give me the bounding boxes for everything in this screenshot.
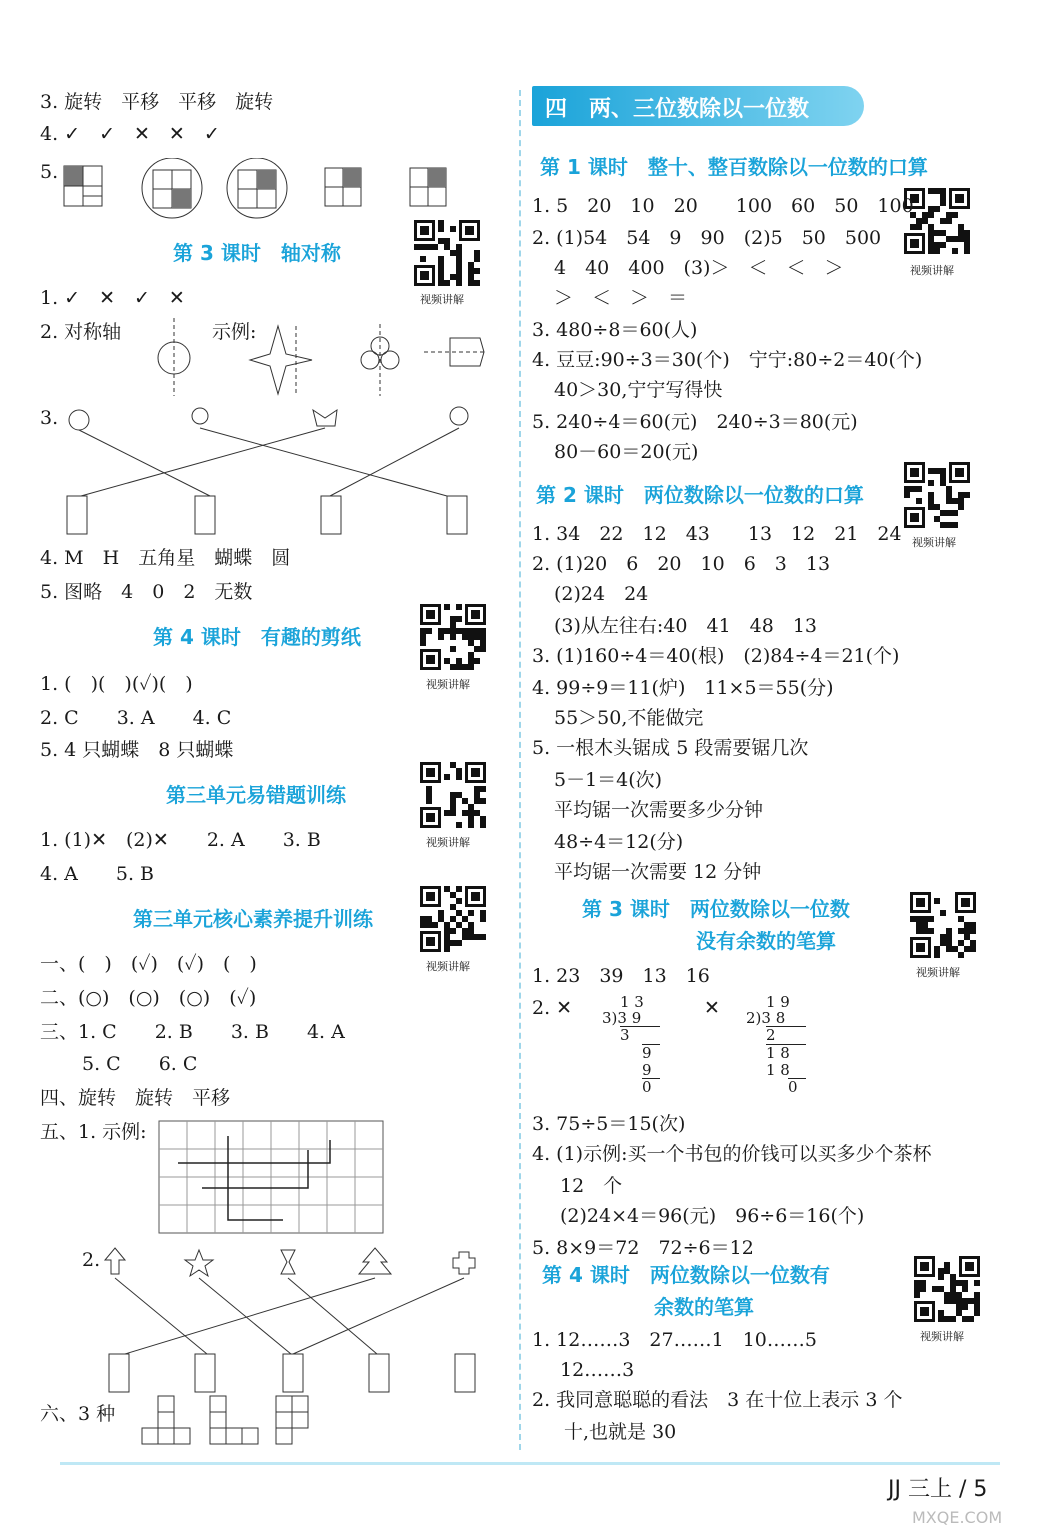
left-answer-4: 4. ✓ ✓ ✕ ✕ ✓ (40, 123, 220, 145)
div1-step-2: 9 (642, 1044, 660, 1061)
r2-answer-2: 2. (1)20 6 20 10 6 3 13 (532, 553, 831, 575)
lesson-3-answer-1: 1. ✓ ✕ ✓ ✕ (40, 287, 185, 309)
core-answer-3: 三、1. C 2. B 3. B 4. A (40, 1021, 345, 1043)
column-divider (519, 90, 521, 1450)
lesson-r4-heading-2: 余数的笔算 (654, 1295, 754, 1319)
grid-path-figure (158, 1120, 384, 1236)
r3-answer-2-cross: ✕ (704, 997, 720, 1019)
core-answer-2: 二、(○) (○) (○) (✓) (40, 987, 257, 1009)
core-answer-1: 一、( ) (✓) (✓) ( ) (40, 953, 257, 975)
div1-remainder: 0 (642, 1078, 660, 1095)
cross-shape-icon (453, 1252, 475, 1274)
symmetry-figures (150, 318, 490, 398)
lesson-r3-heading: 第 3 课时 两位数除以一位数 (582, 897, 850, 921)
grid-figure-3 (227, 158, 287, 218)
div2-dividend: 2)3 8 (746, 1009, 786, 1027)
lesson-r1-heading: 第 1 课时 整十、整百数除以一位数的口算 (540, 155, 928, 179)
r3-answer-4: 4. (1)示例:买一个书包的价钱可以买多少个茶杯 (532, 1143, 932, 1165)
qr-label: 视频讲解 (426, 836, 470, 849)
lesson-4-answer-1: 1. ( )( )(✓)( ) (40, 673, 193, 695)
page-footer: JJ 三上 / 5 (888, 1477, 988, 1502)
core-answer-4: 四、旋转 旋转 平移 (40, 1087, 231, 1109)
r2-answer-2b: (2)24 24 (554, 583, 649, 605)
r1-answer-2c: ＞ ＜ ＞ ＝ (554, 287, 688, 309)
div1-step-1: 3 (620, 1026, 660, 1043)
r2-answer-3: 3. (1)160÷4＝40(根) (2)84÷4＝21(个) (532, 645, 900, 667)
qr-label: 视频讲解 (910, 264, 954, 277)
three-solutions-figure (140, 1394, 320, 1446)
div1-quotient: 1 3 (620, 993, 644, 1011)
div1-step-3: 9 (642, 1061, 652, 1079)
matching-lines-3 (55, 400, 495, 540)
qr-label: 视频讲解 (426, 678, 470, 691)
div2-step-3: 1 8 (766, 1061, 790, 1079)
r4-answer-1: 1. 12……3 27……1 10……5 (532, 1329, 817, 1351)
qr-code-icon[interactable] (414, 220, 480, 286)
r2-answer-5c: 平均锯一次需要多少分钟 (554, 799, 764, 821)
left-answer-3: 3. 旋转 平移 平移 旋转 (40, 91, 274, 113)
lesson-3-answer-5: 5. 图略 4 0 2 无数 (40, 581, 253, 603)
qr-label: 视频讲解 (912, 536, 956, 549)
lesson-3-heading: 第 3 课时 轴对称 (173, 241, 341, 265)
matching-lines-5 (95, 1244, 495, 1394)
r3-answer-2: 2. ✕ (532, 997, 573, 1019)
answer-5-figures (60, 158, 480, 224)
hourglass-icon (281, 1250, 295, 1274)
div2-quotient: 1 9 (766, 993, 790, 1011)
div2-step-1: 2 (766, 1026, 806, 1043)
qr-code-icon[interactable] (904, 188, 970, 254)
r2-answer-5: 5. 一根木头锯成 5 段需要锯几次 (532, 737, 809, 759)
qr-code-icon[interactable] (420, 604, 486, 670)
grid-figure-1 (64, 166, 102, 206)
core-answer-3b: 5. C 6. C (82, 1053, 198, 1075)
r2-answer-4: 4. 99÷9＝11(炉) 11×5＝55(分) (532, 677, 834, 699)
core-answer-6: 六、3 种 (40, 1403, 116, 1425)
div1-dividend: 3)3 9 (602, 1009, 642, 1027)
r1-answer-1: 1. 5 20 10 20 100 60 50 100 (532, 195, 914, 217)
lesson-r3-heading-2: 没有余数的笔算 (696, 929, 836, 953)
r4-answer-2: 2. 我同意聪聪的看法 3 在十位上表示 3 个 (532, 1389, 903, 1411)
r2-answer-5e: 平均锯一次需要 12 分钟 (554, 861, 762, 883)
r2-answer-5d: 48÷4＝12(分) (554, 831, 684, 853)
r3-answer-4b: 12 个 (560, 1175, 623, 1197)
grid-figure-2 (142, 158, 202, 218)
qr-label: 视频讲解 (920, 1330, 964, 1343)
qr-code-icon[interactable] (420, 762, 486, 828)
lesson-3-example-label: 示例: (212, 321, 257, 343)
lesson-4-answer-2: 2. C 3. A 4. C (40, 707, 232, 729)
long-division-1 (602, 993, 652, 1106)
grid-figure-4 (325, 168, 361, 206)
div2-remainder: 0 (788, 1078, 806, 1095)
r3-answer-5: 5. 8×9＝72 72÷6＝12 (532, 1237, 754, 1259)
r3-answer-1: 1. 23 39 13 16 (532, 965, 710, 987)
r1-answer-5: 5. 240÷4＝60(元) 240÷3＝80(元) (532, 411, 858, 433)
r1-answer-4b: 40＞30,宁宁写得快 (554, 379, 723, 401)
lesson-r2-heading: 第 2 课时 两位数除以一位数的口算 (536, 483, 864, 507)
r3-answer-4c: (2)24×4＝96(元) 96÷6＝16(个) (560, 1205, 865, 1227)
qr-label: 视频讲解 (426, 960, 470, 973)
r1-answer-2b: 4 40 400 (3)＞ ＜ ＜ ＞ (554, 257, 844, 279)
qr-label: 视频讲解 (916, 966, 960, 979)
qr-code-icon[interactable] (420, 886, 486, 952)
core-answer-5-2: 2. (82, 1249, 101, 1271)
core-training-heading: 第三单元核心素养提升训练 (133, 907, 373, 931)
lesson-3-answer-2: 2. 对称轴 (40, 321, 122, 343)
qr-code-icon[interactable] (904, 462, 970, 528)
qr-code-icon[interactable] (910, 892, 976, 958)
error-training-heading: 第三单元易错题训练 (166, 783, 346, 807)
lesson-3-answer-4: 4. M H 五角星 蝴蝶 圆 (40, 547, 291, 569)
r4-answer-1b: 12……3 (560, 1359, 635, 1381)
r1-answer-4: 4. 豆豆:90÷3＝30(个) 宁宁:80÷2＝40(个) (532, 349, 923, 371)
error-answer-1: 1. (1)✕ (2)✕ 2. A 3. B (40, 829, 321, 851)
left-answer-5: 5. (40, 161, 59, 183)
r2-answer-1: 1. 34 22 12 43 13 12 21 24 (532, 523, 902, 545)
qr-label: 视频讲解 (420, 293, 464, 306)
r4-answer-2b: 十,也就是 30 (564, 1421, 677, 1443)
error-answer-4: 4. A 5. B (40, 863, 155, 885)
qr-code-icon[interactable] (914, 1256, 980, 1322)
lesson-4-answer-5: 5. 4 只蝴蝶 8 只蝴蝶 (40, 739, 234, 761)
r2-answer-2c: (3)从左往右:40 41 48 13 (554, 615, 818, 637)
r2-answer-4b: 55＞50,不能做完 (554, 707, 704, 729)
arrow-up-icon (105, 1248, 125, 1274)
watermark: MXQE.COM (912, 1508, 1003, 1527)
lesson-4-heading: 第 4 课时 有趣的剪纸 (153, 625, 361, 649)
r3-answer-3: 3. 75÷5＝15(次) (532, 1113, 686, 1135)
grid-figure-5 (410, 168, 446, 206)
tree-icon (359, 1248, 391, 1274)
lesson-3-answer-3: 3. (40, 407, 59, 429)
div2-step-2: 1 8 (766, 1044, 806, 1061)
long-division-2 (746, 993, 798, 1106)
footer-rule (60, 1462, 1000, 1465)
lesson-r4-heading: 第 4 课时 两位数除以一位数有 (542, 1263, 830, 1287)
r2-answer-5b: 5－1＝4(次) (554, 769, 663, 791)
star-outline-icon (185, 1250, 213, 1276)
r1-answer-5b: 80－60＝20(元) (554, 441, 699, 463)
core-answer-5: 五、1. 示例: (40, 1121, 147, 1143)
r1-answer-3: 3. 480÷8＝60(人) (532, 319, 698, 341)
r1-answer-2: 2. (1)54 54 9 90 (2)5 50 500 (532, 227, 882, 249)
star-shape-icon (250, 326, 312, 394)
unit-banner-title: 四 两、三位数除以一位数 (545, 97, 810, 122)
